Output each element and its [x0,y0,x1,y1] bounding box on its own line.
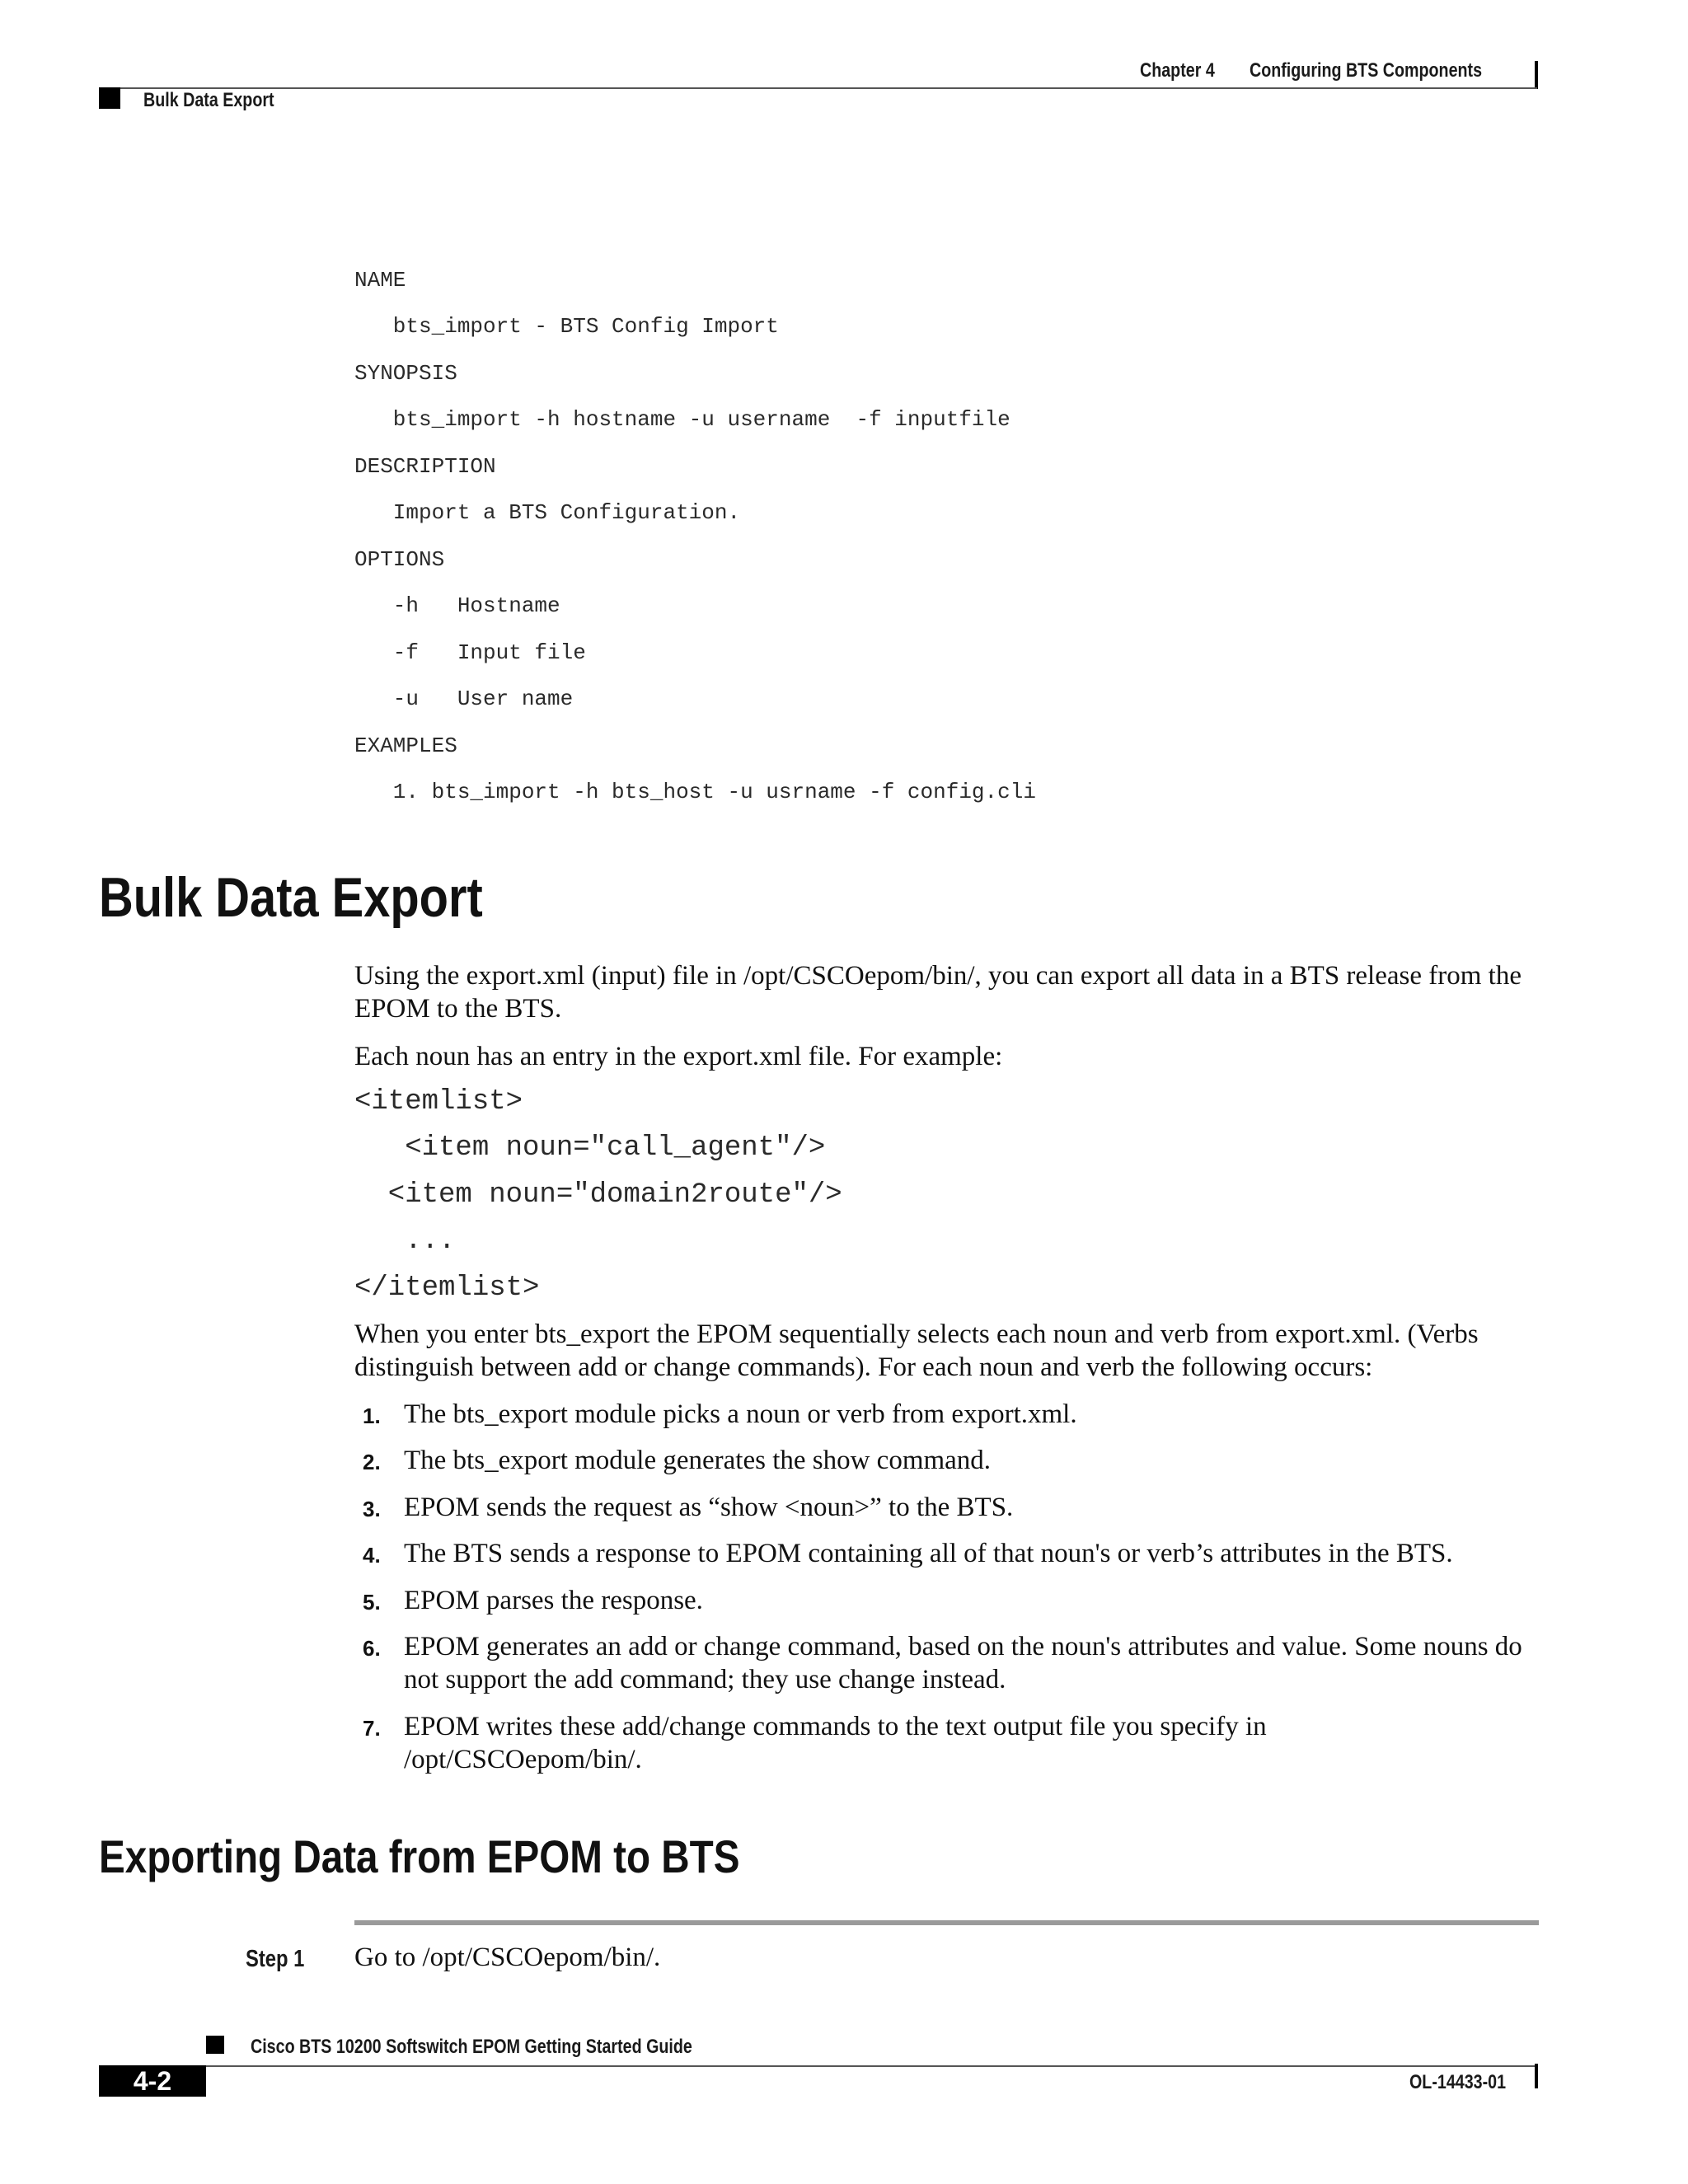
header-rule [99,87,1537,89]
example-intro: Each noun has an entry in the export.xml file. For example: [354,1042,1003,1071]
code-line: </itemlist> [354,1272,540,1304]
step-text: EPOM writes these add/change commands to the text output file you specify in /opt/CSCOepom/bin/. [404,1712,1267,1774]
doc-number: OL-14433-01 [1409,2071,1507,2093]
step-text: The bts_export module picks a noun or verb from export.xml. [404,1399,1077,1429]
manpage-line: DESCRIPTION [354,454,496,479]
step-text: EPOM generates an add or change command, based on the noun's attributes and value. Some nouns do not support the add command; they use change instead. [404,1632,1522,1694]
subsection-heading: Exporting Data from EPOM to BTS [99,1830,740,1882]
code-line: <item noun="call_agent"/> [354,1132,826,1164]
step-text: EPOM sends the request as “show <noun>” to the BTS. [404,1493,1014,1522]
step-text: EPOM parses the response. [404,1586,703,1615]
code-line: <item noun="domain2route"/> [354,1179,842,1211]
chapter-title: Configuring BTS Components [1250,59,1483,82]
procedure-rule [354,1920,1539,1925]
manpage-line: bts_import -h hostname -u username -f inputfile [354,407,1010,432]
step-number: 1. [363,1404,381,1428]
section-heading: Bulk Data Export [99,866,483,929]
code-line: ... [354,1226,456,1257]
manpage-line: bts_import - BTS Config Import [354,314,779,339]
manpage-line: SYNOPSIS [354,361,457,386]
step-number: 3. [363,1497,381,1521]
guide-title: Cisco BTS 10200 Softswitch EPOM Getting Started Guide [251,2036,692,2058]
step-label: Step 1 [246,1946,305,1972]
step-text: The BTS sends a response to EPOM containing all of that noun's or verb’s attributes in the BTS. [404,1539,1453,1568]
footer-rule [99,2065,1537,2067]
step-number: 7. [363,1716,381,1741]
intro-paragraph: Using the export.xml (input) file in /opt/CSCOepom/bin/, you can export all data in a BTS release from the EPOM to the BTS. [354,961,1522,1024]
step-number: 6. [363,1636,381,1661]
manpage-line: OPTIONS [354,547,445,572]
manpage-line: Import a BTS Configuration. [354,500,741,525]
page-number-box [99,2065,206,2097]
manpage-line: 1. bts_import -h bts_host -u usrname -f config.cli [354,780,1036,804]
manpage-line: -u User name [354,687,574,711]
footer-marker [206,2036,224,2054]
step-number: 2. [363,1450,381,1474]
header-end-bar [1535,61,1538,89]
manpage-line: NAME [354,268,406,293]
step-number: 5. [363,1590,381,1615]
step-text: The bts_export module generates the show command. [404,1446,992,1475]
code-line: <itemlist> [354,1086,523,1118]
header-marker [99,87,120,109]
chapter-label: Chapter 4 [1140,59,1215,82]
manpage-line: EXAMPLES [354,733,457,758]
running-section-title: Bulk Data Export [143,89,274,111]
manpage-line: -f Input file [354,640,586,665]
step-instruction: Go to /opt/CSCOepom/bin/. [354,1943,661,1972]
footer-end-bar [1535,2064,1538,2088]
step-number: 4. [363,1543,381,1568]
manpage-line: -h Hostname [354,593,560,618]
page-number: 4-2 [133,2066,172,2096]
process-paragraph: When you enter bts_export the EPOM sequentially selects each noun and verb from export.xml. (Verbs distinguish between add or change commands). For each noun and verb the following occurs: [354,1319,1479,1382]
